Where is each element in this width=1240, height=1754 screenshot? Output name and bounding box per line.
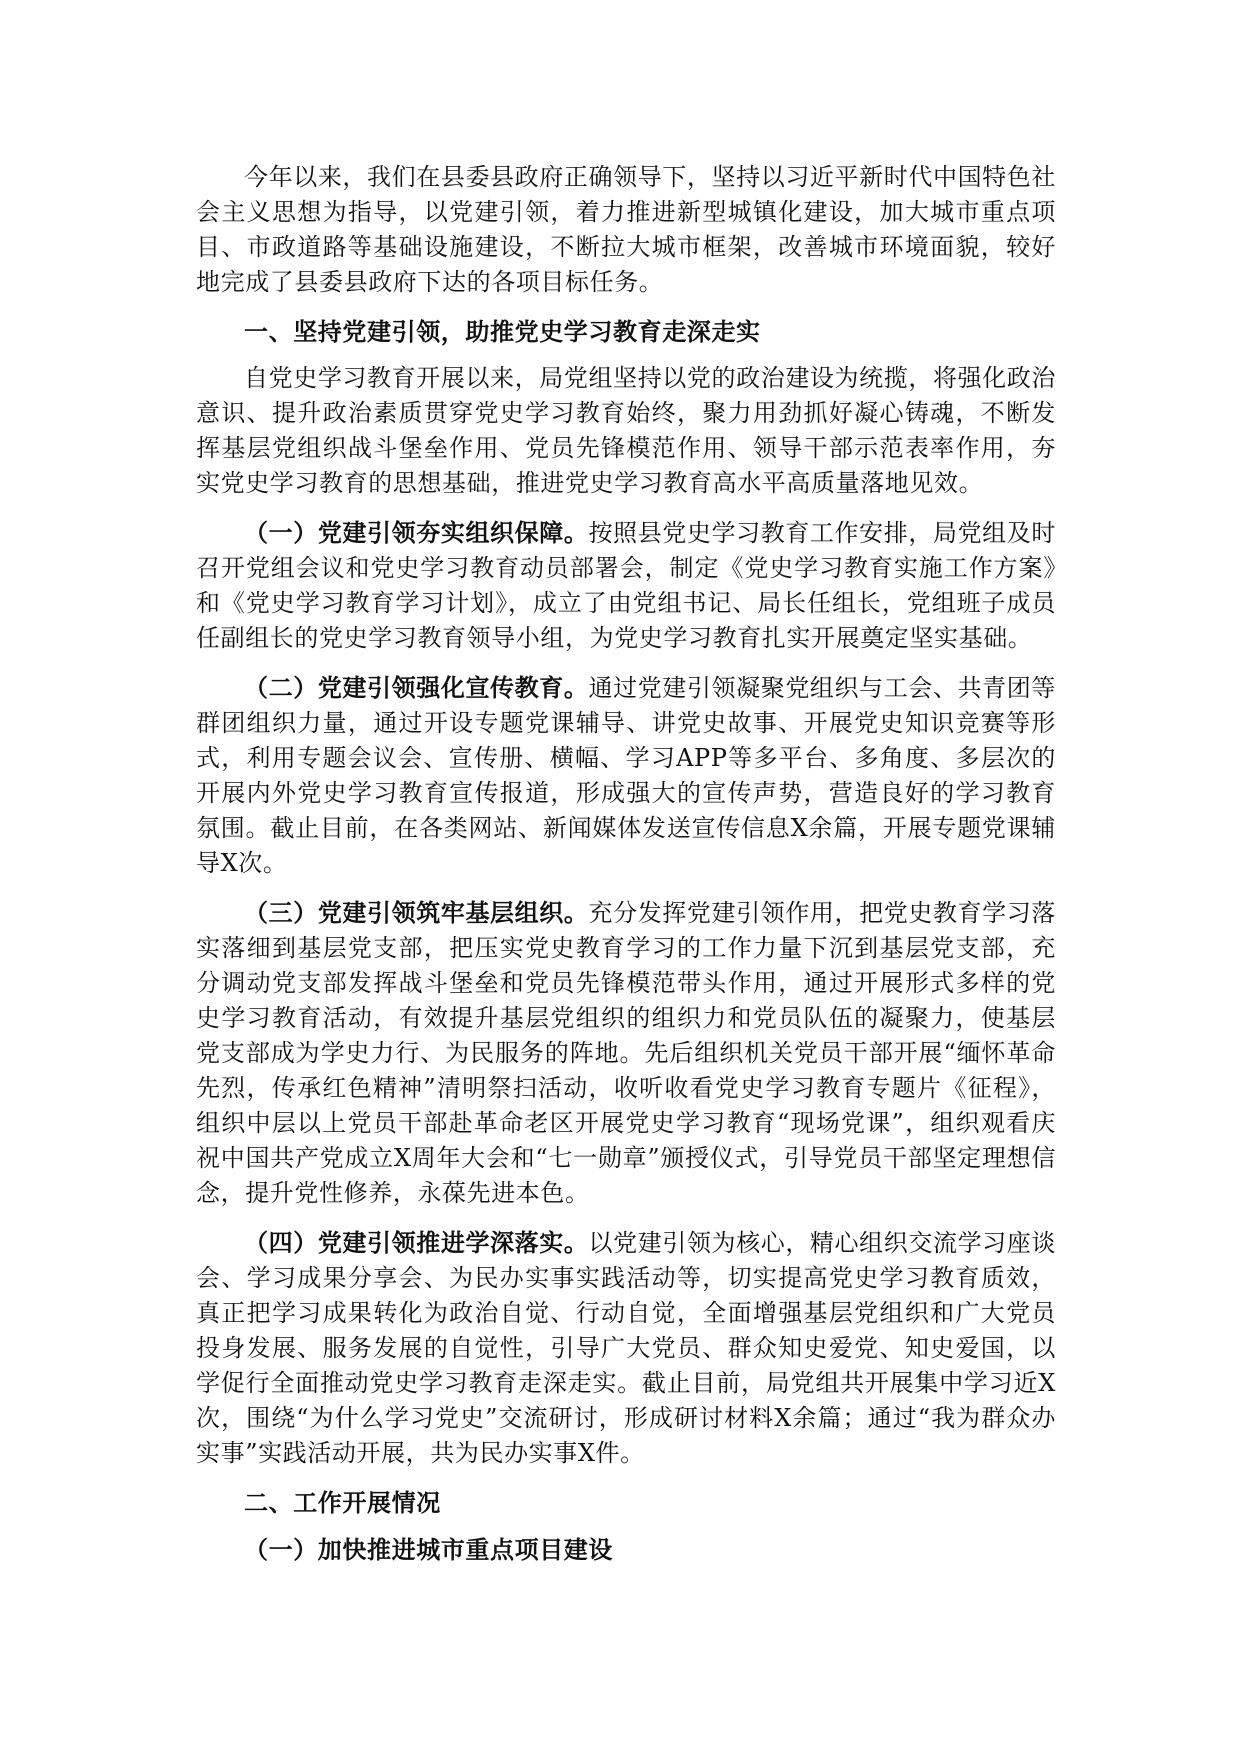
item-3-paragraph xyxy=(196,895,1056,1211)
section-1-body: 自党史学习教育开展以来，局党组坚持以党的政治建设为统揽，将强化政治意识、提升政治素质贯穿党史学习教育始终，聚力用劲抓好凝心铸魂，不断发挥基层党组织战斗堡垒作用、党员先锋模范作用、领导干部示范表率作用，夯实党史学习教育的思想基础，推进党史学习教育高水平高质量落地见效。 xyxy=(196,364,1056,497)
document-page xyxy=(196,160,1056,1579)
item-4-lead: （四）党建引领推进学深落实。 xyxy=(244,1228,589,1257)
section-1-heading: 一、坚持党建引领，助推党史学习教育走深走实 xyxy=(244,317,761,346)
item-1-lead: （一）党建引领夯实组织保障。 xyxy=(244,518,589,547)
item-4-paragraph xyxy=(196,1225,1056,1471)
item-3-text: 充分发挥党建引领作用，把党史教育学习落实落细到基层党支部，把压实党史教育学习的工作力量下沉到基层党支部，充分调动党支部发挥战斗堡垒和党员先锋模范带头作用，通过开展形式多样的党史学习教育活动，有效提升基层党组织的组织力和党员队伍的凝聚力，使基层党支部成为学史力行、为民服务的阵地。先后组织机关党员干部开展“缅怀革命先烈，传承红色精神”清明祭扫活动，收听收看党史学习教育专题片《征程》，组织中层以上党员干部赴革命老区开展党史学习教育“现场党课”，组织观看庆祝中国共产党成立X周年大会和“七一勋章”颁授仪式，引导党员干部坚定理想信念，提升党性修养，永葆先进本色。 xyxy=(196,899,1056,1207)
item-2-lead: （二）党建引领强化宣传教育。 xyxy=(244,673,589,702)
section-2-heading: 二、工作开展情况 xyxy=(244,1488,441,1517)
item-1-text: 按照县党史学习教育工作安排，局党组及时召开党组会议和党史学习教育动员部署会，制定《党史学习教育实施工作方案》和《党史学习教育学习计划》，成立了由党组书记、局长任组长，党组班子成员任副组长的党史学习教育领导小组，为党史学习教育扎实开展奠定坚实基础。 xyxy=(196,519,1056,652)
section-2-subheading: （一）加快推进城市重点项目建设 xyxy=(244,1535,613,1564)
item-2-paragraph xyxy=(196,670,1056,881)
item-4-text: 以党建引领为核心，精心组织交流学习座谈会、学习成果分享会、为民办实事实践活动等，切实提高党史学习教育质效，真正把学习成果转化为政治自觉、行动自觉，全面增强基层党组织和广大党员投身发展、服务发展的自觉性，引导广大党员、群众知史爱党、知史爱国，以学促行全面推动党史学习教育走深走实。截止目前，局党组共开展集中学习近X次，围绕“为什么学习党史”交流研讨，形成研讨材料X余篇；通过“我为群众办实事”实践活动开展，共为民办实事X件。 xyxy=(196,1229,1056,1467)
item-3-lead: （三）党建引领筑牢基层组织。 xyxy=(244,898,589,927)
item-2-text: 通过党建引领凝聚党组织与工会、共青团等群团组织力量，通过开设专题党课辅导、讲党史故事、开展党史知识竞赛等形式，利用专题会议会、宣传册、横幅、学习APP等多平台、多角度、多层次的开展内外党史学习教育宣传报道，形成强大的宣传声势，营造良好的学习教育氛围。截止目前，在各类网站、新闻媒体发送宣传信息X余篇，开展专题党课辅导X次。 xyxy=(196,674,1056,877)
item-1-paragraph xyxy=(196,515,1056,656)
intro-paragraph: 今年以来，我们在县委县政府正确领导下，坚持以习近平新时代中国特色社会主义思想为指导，以党建引领，着力推进新型城镇化建设，加大城市重点项目、市政道路等基础设施建设，不断拉大城市框架，改善城市环境面貌，较好地完成了县委县政府下达的各项目标任务。 xyxy=(196,163,1056,296)
